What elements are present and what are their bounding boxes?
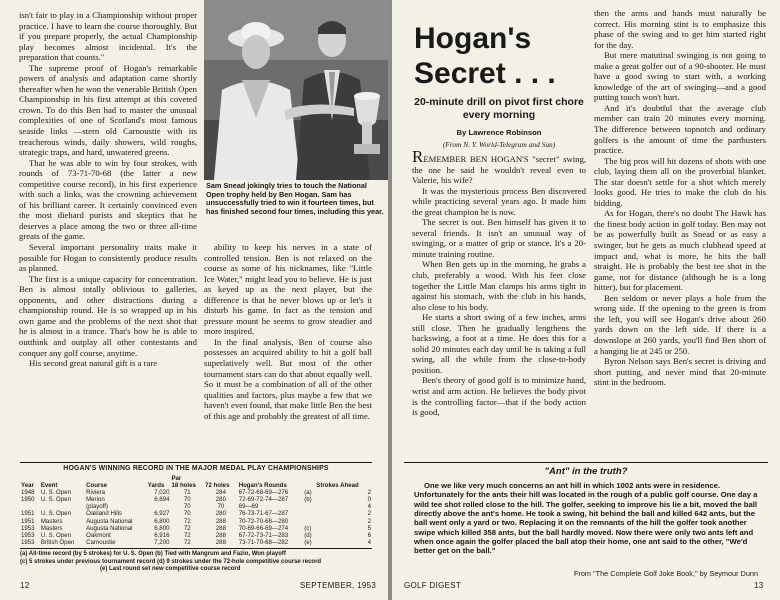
table-cell: 288 [215, 531, 226, 539]
table-cell: 280 [215, 496, 226, 504]
table-cell: 1953 [21, 524, 35, 532]
sidebar-top-rule [404, 462, 768, 463]
table-row [20, 539, 372, 546]
table-row [20, 503, 372, 510]
table-cell: 6 [367, 531, 371, 539]
lead-paragraph-text: EMEMBER BEN HOGAN'S "secret" swing, the one he said he wouldn't reveal even to Valerie, his wife? [412, 154, 586, 186]
paragraph: His second great natural gift is a rare [29, 358, 158, 369]
table-cell: Merion [86, 496, 105, 504]
table-cell: Riviera [86, 489, 106, 497]
table-cell: U. S. Open [40, 489, 71, 497]
paragraph: The first is a unique capacity for concentration. Ben is almost totally oblivious to galleries, opponents, and other distractions during a championship round. He is so wrapped up in his own game and the problems of the next shot that he is almost in a trance. That's how he is able to outthink and outplay all other contestants and conquer any golf course, anytime. [19, 273, 197, 358]
source-credit: (From N. Y. World-Telegram and Sun) [442, 140, 556, 149]
sidebar-title: "Ant" in the truth? [544, 466, 628, 477]
paragraph: Byron Nelson says Ben's secret is driving and short putting, and never mind that 20-minute stint in the bedroom. [594, 356, 766, 388]
paragraph: And it's doubtful that the average club member can train 20 minutes every morning. The difference between topnotch and ordinary golfers is the amount of time the partbusters practice. [594, 102, 766, 156]
byline: By Lawrence Robinson [456, 128, 542, 137]
table-cell: U. S. Open [40, 531, 71, 539]
paragraph: As for Hogan, there's no doubt The Hawk has the finest body action in golf today. Ben may not be as powerfully built as Snead or as easy a swinger, but he gets as much clubhead speed at impact and, what is more, he hits the ball straight. He is probably the best tee shot in the game, not for distance (although he is a long hitter), but for placement. [594, 208, 766, 293]
left-column-2 [204, 242, 372, 421]
paragraph: But mere matutinal swinging is not going to make a great golfer out of a 90-shooter. He must have a good swing to start with, a working knowledge of the art of swinging—and a good putting touch won't hurt. [594, 50, 766, 103]
col-yards: Yards [147, 482, 165, 490]
table-cell: 1950 [21, 496, 35, 504]
paragraph: That he was able to win by four strokes, with rounds of 73-71-70-68 (the latter a new competitive course record), in his first experience with such a links, was the crowning achievement of his brilliant career. It certainly convinced even the most diehard purists and skeptics that he deserves a place among the two or three all-time greats of the game. [19, 157, 197, 242]
table-cell: 2 [367, 517, 371, 525]
paragraph: It was the mysterious process Ben discovered while practicing several years ago. It made him the great champion he is now. [412, 185, 586, 217]
table-cell: Augusta National [86, 524, 133, 532]
table-cell: Carnoustie [86, 538, 116, 546]
table-row [20, 532, 372, 539]
col-18-holes: 18 holes [171, 482, 196, 490]
table-cell: 70 [217, 503, 225, 511]
table-cell: 6,694 [154, 496, 170, 504]
table-cell: (c) [304, 524, 312, 532]
table-cell: 7,020 [154, 489, 170, 497]
paragraph: Several important personality traits make it possible for Hogan to consistently produce results as planned. [19, 242, 197, 274]
table-cell: (playoff) [86, 503, 108, 511]
table-cell: Augusta National [86, 517, 133, 525]
paragraph: then the arms and hands must naturally be correct. His morning stint is to emphasize this phase of the swing and to get him started right for the day. [594, 8, 766, 50]
table-cell: 1948 [21, 489, 35, 497]
table-row [20, 518, 372, 525]
paragraph: Ben's theory of good golf is to minimize hand, wrist and arm action. He believes the body pivot is the controlling factor—that if the body action is good, [412, 375, 586, 418]
left-page [0, 0, 388, 600]
paragraph: He starts a short swing of a few inches, arms still close. Then he gradually lengthens the backswing, a foot at a time. He does this for a solid 20 minutes each day until he is taking a full swing, all the while from the close-to-body position. [412, 312, 586, 375]
sidebar-paragraph: One we like very much concerns an ant hill in which 1002 ants were in residence. Unfortunately for the ants their hill was located in the rough of a public golf course. One day a wild tee shot rolled close to the hill. The golfer, seeking to improve his lie a bit, moved the ball directly above the ant's home. He took a swing, hit behind the ball and killed 642 ants, but the ball went only a yard or two. Replacing it on the remnants of the hill the golfer took another swipe which killed 358 ants, but the ball hardly moved. Now there were only two ants left and when once again the golfer placed the ball atop their home, one ant said to the other, "We'd better get on the ball." [414, 481, 758, 556]
right-page [392, 0, 780, 600]
col-strokes-ahead: Strokes Ahead [316, 482, 359, 490]
table-cell: 280 [215, 510, 226, 518]
page-number-left: 12 [20, 581, 30, 590]
table-cell: 1951 [21, 517, 35, 525]
table-cell: 69—69 [238, 503, 259, 511]
table-cell: 1953 [21, 531, 35, 539]
table-row [20, 496, 372, 503]
table-cell: 0 [367, 496, 371, 504]
magazine-name: GOLF DIGEST [404, 581, 462, 590]
table-row [20, 510, 372, 517]
table-cell: 1953 [21, 538, 35, 546]
table-cell: 72 [183, 531, 191, 539]
table-cell: 72 [183, 538, 191, 546]
table-footnote: (e) Last round set new competitive course record [100, 566, 241, 573]
table-cell: 72 [183, 524, 191, 532]
table-cell: 4 [367, 503, 371, 511]
table-footnote: (c) 5 strokes under previous tournament record (d) 9 strokes under the 72-hole competitive course record [20, 558, 322, 565]
table-cell: 71 [183, 489, 191, 497]
table-cell: U. S. Open [40, 496, 71, 504]
photo-snead-hogan [204, 0, 388, 180]
col-rounds: Hogan's Rounds [238, 482, 287, 490]
record-table-body [20, 489, 372, 546]
table-cell: 67-72-73-71—283 [238, 531, 289, 539]
table-cell: 6,927 [154, 510, 170, 518]
table-bottom-rule [20, 548, 372, 549]
table-cell: 6,800 [154, 524, 170, 532]
table-cell: (a) [304, 489, 312, 497]
table-cell: 73-71-70-68—282 [238, 538, 289, 546]
col-year: Year [21, 482, 34, 490]
col-event: Event [40, 482, 58, 490]
sidebar-credit: From "The Complete Golf Joke Book," by Seymour Dunn [573, 569, 758, 578]
par-header: Par [171, 475, 182, 482]
sidebar-body [414, 481, 758, 556]
col-course: Course [86, 482, 108, 490]
table-cell: (d) [304, 531, 312, 539]
table-cell: (b) [304, 496, 312, 504]
table-cell: 5 [367, 524, 371, 532]
subheadline: 20-minute drill on pivot first chore every morning [414, 96, 584, 121]
table-cell: Oakland Hills [86, 510, 122, 518]
table-cell: 284 [215, 489, 226, 497]
table-cell: 7,200 [154, 538, 170, 546]
table-cell: 288 [215, 524, 226, 532]
table-cell [303, 503, 315, 510]
table-top-rule [20, 462, 372, 463]
table-cell: 288 [215, 517, 226, 525]
table-cell [303, 518, 315, 525]
drop-cap: R [412, 147, 424, 166]
table-cell [147, 503, 171, 510]
table-cell: 76-73-71-67—287 [238, 510, 289, 518]
paragraph: Ben seldom or never plays a hole from the wrong side. If the opening to the green is from the left, you will see Hogan's drive about 260 yards down on the left side. If there is a downslope at 260 yards, you'll find Ben short of a hanging lie at 245 or 250. [594, 292, 766, 356]
table-cell: 70 [183, 503, 191, 511]
left-column-1 [19, 10, 197, 369]
table-cell: 1951 [21, 510, 35, 518]
page-number-right: 13 [754, 581, 764, 590]
table-cell: 6,916 [154, 531, 170, 539]
trophy-photo-illustration [204, 0, 388, 180]
paragraph: The secret is out. Ben himself has given it to several friends. It isn't an unusual way of swinging, or a matter of grip or stance. It's a 20-minute training routine. [412, 217, 586, 259]
table-cell [20, 503, 40, 510]
table-cell: 70 [183, 496, 191, 504]
paragraph: isn't fair to play in a Championship without proper practice. I have to learn the course thoroughly. But if you prepare properly, the actual Championship play becomes almost incidental. It's the preparation that counts." [19, 10, 197, 63]
paragraph: The supreme proof of Hogan's remarkable powers of analysis and adaptation came shortly thereafter when he won the venerable British Open Championship in his first attempt at this coveted crown. To do this Ben had to master the unusual complexities of one of Scotland's most famous seaside links —stern old Carnoustie with its treacherous winds, daily showers, wild roughs, strategic traps, and hard, unwatered greens. [19, 62, 197, 158]
paragraph: In the final analysis, Ben of course also possesses an acquired ability to hit a golf ball superlatively well. But most of the other tournament stars can do that about equally well. So it must be a combination of all of the other qualities and factors, plus maybe a few that we haven't even found, that make little Ben the best of this age and probably the greatest of all time. [204, 336, 372, 421]
table-cell: 6,800 [154, 517, 170, 525]
table-cell: (e) [304, 538, 312, 546]
table-cell: 288 [215, 538, 226, 546]
table-cell: 72-69-72-74—287 [238, 496, 289, 504]
table-cell: 72 [183, 517, 191, 525]
lead-paragraph [412, 147, 586, 186]
table-cell: U. S. Open [40, 510, 71, 518]
paragraph: ability to keep his nerves in a state of controlled tension. Ben is not relaxed on the course as some of his nicknames, like "Little Ice Water," might lead you to believe. He is just as keyed up as the next player, but the difference is that he never blows up or let's it disturb his game. In fact as the tension and pressure mount he seems to grow steadier and more inspired. [204, 242, 372, 337]
right-column-1 [412, 147, 586, 418]
table-cell: 4 [367, 538, 371, 546]
record-table-footnotes [20, 551, 372, 574]
record-table-title: HOGAN'S WINNING RECORD IN THE MAJOR MEDAL PLAY CHAMPIONSHIPS [63, 465, 329, 472]
table-footnote: (a) All-time record (by 5 strokes) for U. S. Open (b) Tied with Mangrum and Fazio, Won playoff [20, 551, 286, 557]
record-table [20, 475, 372, 546]
table-cell: 70-69-66-69—274 [238, 524, 289, 532]
table-row [20, 525, 372, 532]
folio-date: SEPTEMBER, 1953 [300, 581, 377, 590]
table-cell: 2 [367, 510, 371, 518]
table-cell: British Open [40, 538, 75, 546]
table-cell: 70 [183, 510, 191, 518]
right-column-2 [594, 8, 766, 388]
table-cell: 2 [367, 489, 371, 497]
table-row [20, 489, 372, 496]
table-cell: 67-72-68-69—276 [238, 489, 289, 497]
table-cell: Oakmont [86, 531, 111, 539]
paragraph: The big pros will hit dozens of shots with one club, laying them all on the proverbial blanket. The star doesn't settle for a shot which merely looks good. He tries to make the club do his bidding. [594, 155, 766, 208]
paragraph: When Ben gets up in the morning, he grabs a club, preferably a wood. With his feet close together the Little Man clamps his arms tight in against his stomach, with the club in his hands, also close to his body. [412, 259, 586, 312]
table-cell: Masters [40, 517, 63, 525]
photo-caption: Sam Snead jokingly tries to touch the National Open trophy held by Ben Hogan. Sam has unsuccessfully tried to win it fourteen times, but has finished second four times, including this year. [206, 181, 384, 216]
table-cell: 70-72-70-68—280 [238, 517, 289, 525]
headline-line-1: Hogan's [414, 22, 532, 55]
table-cell [303, 510, 315, 517]
table-cell [40, 503, 85, 510]
table-cell: Masters [40, 524, 63, 532]
col-72-holes: 72 holes [205, 482, 230, 490]
headline-line-2: Secret . . . [414, 57, 556, 90]
